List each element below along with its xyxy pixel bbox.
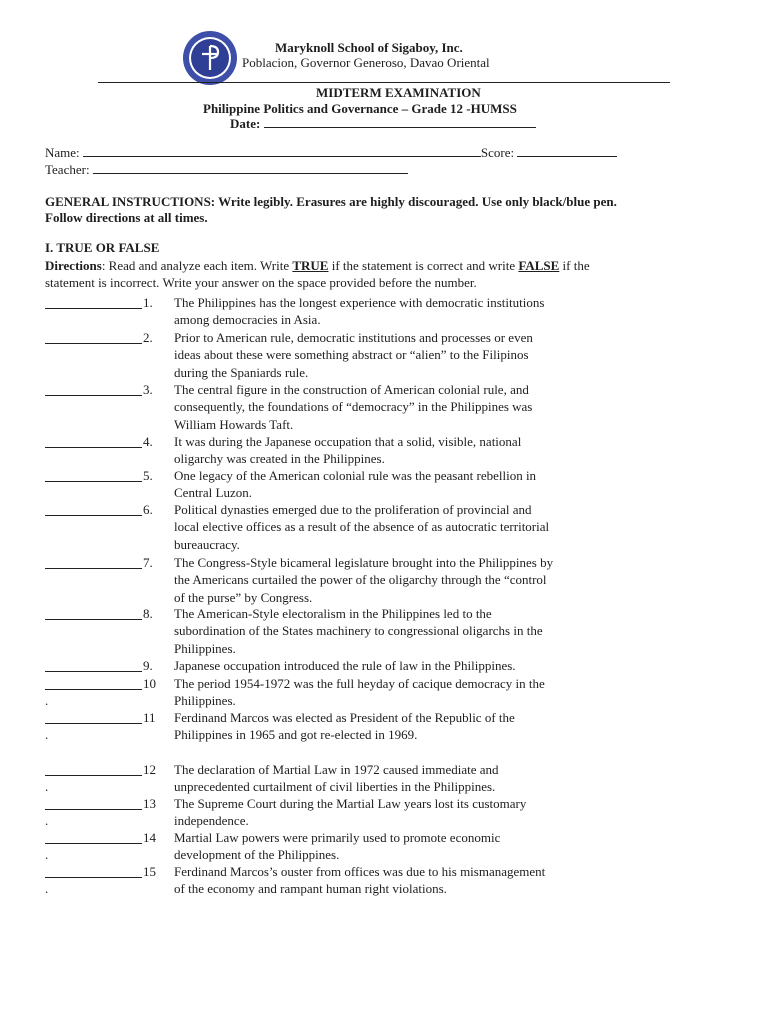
header-divider [98, 82, 670, 83]
answer-blank[interactable] [45, 762, 142, 776]
question-number: 9. [143, 658, 153, 673]
question-text: The Congress-Style bicameral legislature brought into the Philippines by [174, 555, 554, 570]
number-dot: . [45, 727, 49, 743]
question-text: of the economy and rampant human right violations. [174, 881, 447, 897]
number-dot: . [45, 813, 49, 829]
subject-title: Philippine Politics and Governance – Grade 12 -HUMSS [203, 101, 517, 116]
question-number: 10 [143, 676, 156, 691]
question-text: Ferdinand Marcos’s ouster from offices was due to his mismanagement [174, 864, 546, 879]
answer-blank[interactable] [45, 830, 142, 844]
question-text: The American-Style electoralism in the Philippines led to the [174, 606, 492, 621]
question-text: Ferdinand Marcos was elected as President of the Republic of the [174, 710, 515, 725]
exam-title: MIDTERM EXAMINATION [316, 85, 481, 100]
answer-blank[interactable] [45, 295, 142, 309]
answer-blank[interactable] [45, 606, 142, 620]
question-number: 13 [143, 796, 156, 811]
score-input[interactable] [517, 156, 617, 157]
question-number: 12 [143, 762, 156, 777]
number-dot: . [45, 847, 49, 863]
question-text: The Supreme Court during the Martial Law years lost its customary [174, 796, 527, 811]
number-dot: . [45, 779, 49, 795]
question-text: development of the Philippines. [174, 847, 340, 863]
answer-blank[interactable] [45, 382, 142, 396]
question-number: 11 [143, 710, 156, 725]
question-text: independence. [174, 813, 249, 829]
date-field: Date: [230, 116, 536, 132]
question-text: local elective offices as a result of the absence of as autocratic territorial [174, 519, 550, 535]
question-text: of the purse” by Congress. [174, 589, 313, 605]
question-number: 5. [143, 468, 153, 483]
answer-blank[interactable] [45, 864, 142, 878]
general-instructions: GENERAL INSTRUCTIONS: Write legibly. Erasures are highly discouraged. Use only black/blue pen. [45, 194, 617, 209]
general-instructions-line2: Follow directions at all times. [45, 210, 208, 225]
question-text: Philippines. [174, 640, 236, 656]
score-label: Score: [480, 145, 515, 160]
question-text: unprecedented curtailment of civil liberties in the Philippines. [174, 779, 496, 795]
teacher-field[interactable]: Teacher: [45, 162, 408, 178]
number-dot: . [45, 881, 49, 897]
answer-blank[interactable] [45, 796, 142, 810]
question-number: 1. [143, 295, 153, 310]
school-logo [182, 30, 238, 86]
question-text: Philippines in 1965 and got re-elected in 1969. [174, 727, 418, 743]
question-text: subordination of the States machinery to congressional oligarchs in the [174, 623, 543, 639]
name-field[interactable]: Name: Score: [45, 145, 617, 161]
question-text: Philippines. [174, 693, 236, 709]
question-text: Prior to American rule, democratic institutions and processes or even [174, 330, 533, 345]
question-text: among democracies in Asia. [174, 312, 321, 328]
question-text: oligarchy was created in the Philippines. [174, 451, 385, 467]
answer-blank[interactable] [45, 330, 142, 344]
answer-blank[interactable] [45, 502, 142, 516]
question-number: 3. [143, 382, 153, 397]
question-text: The declaration of Martial Law in 1972 caused immediate and [174, 762, 499, 777]
question-text: William Howards Taft. [174, 416, 294, 432]
question-number: 8. [143, 606, 153, 621]
question-text: The Philippines has the longest experience with democratic institutions [174, 295, 545, 310]
section-title: I. TRUE OR FALSE [45, 240, 160, 255]
question-text: The central figure in the construction of American colonial rule, and [174, 382, 529, 397]
question-text: the Americans curtailed the power of the oligarchy through the “control [174, 572, 547, 588]
question-number: 14 [143, 830, 156, 845]
directions: Directions: Read and analyze each item. Write TRUE if the statement is correct and write FALSE if the [45, 258, 590, 273]
question-text: consequently, the foundations of “democracy” in the Philippines was [174, 399, 533, 415]
school-name: Maryknoll School of Sigaboy, Inc. [275, 40, 463, 55]
question-text: Japanese occupation introduced the rule of law in the Philippines. [174, 658, 516, 673]
answer-blank[interactable] [45, 658, 142, 672]
school-address: Poblacion, Governor Generoso, Davao Oriental [242, 55, 490, 70]
question-text: during the Spaniards rule. [174, 364, 309, 380]
question-text: ideas about these were something abstract or “alien” to the Filipinos [174, 347, 529, 363]
question-text: It was during the Japanese occupation that a solid, visible, national [174, 434, 522, 449]
question-text: bureaucracy. [174, 536, 240, 552]
number-dot: . [45, 693, 49, 709]
question-text: Martial Law powers were primarily used to promote economic [174, 830, 501, 845]
answer-blank[interactable] [45, 468, 142, 482]
directions-line2: statement is incorrect. Write your answer on the space provided before the number. [45, 275, 477, 290]
answer-blank[interactable] [45, 676, 142, 690]
question-number: 2. [143, 330, 153, 345]
question-number: 15 [143, 864, 156, 879]
answer-blank[interactable] [45, 434, 142, 448]
question-text: The period 1954-1972 was the full heyday of cacique democracy in the [174, 676, 545, 691]
answer-blank[interactable] [45, 710, 142, 724]
question-text: Central Luzon. [174, 485, 252, 501]
question-text: One legacy of the American colonial rule was the peasant rebellion in [174, 468, 537, 483]
question-number: 7. [143, 555, 153, 570]
question-text: Political dynasties emerged due to the proliferation of provincial and [174, 502, 532, 517]
question-number: 4. [143, 434, 153, 449]
question-number: 6. [143, 502, 153, 517]
answer-blank[interactable] [45, 555, 142, 569]
